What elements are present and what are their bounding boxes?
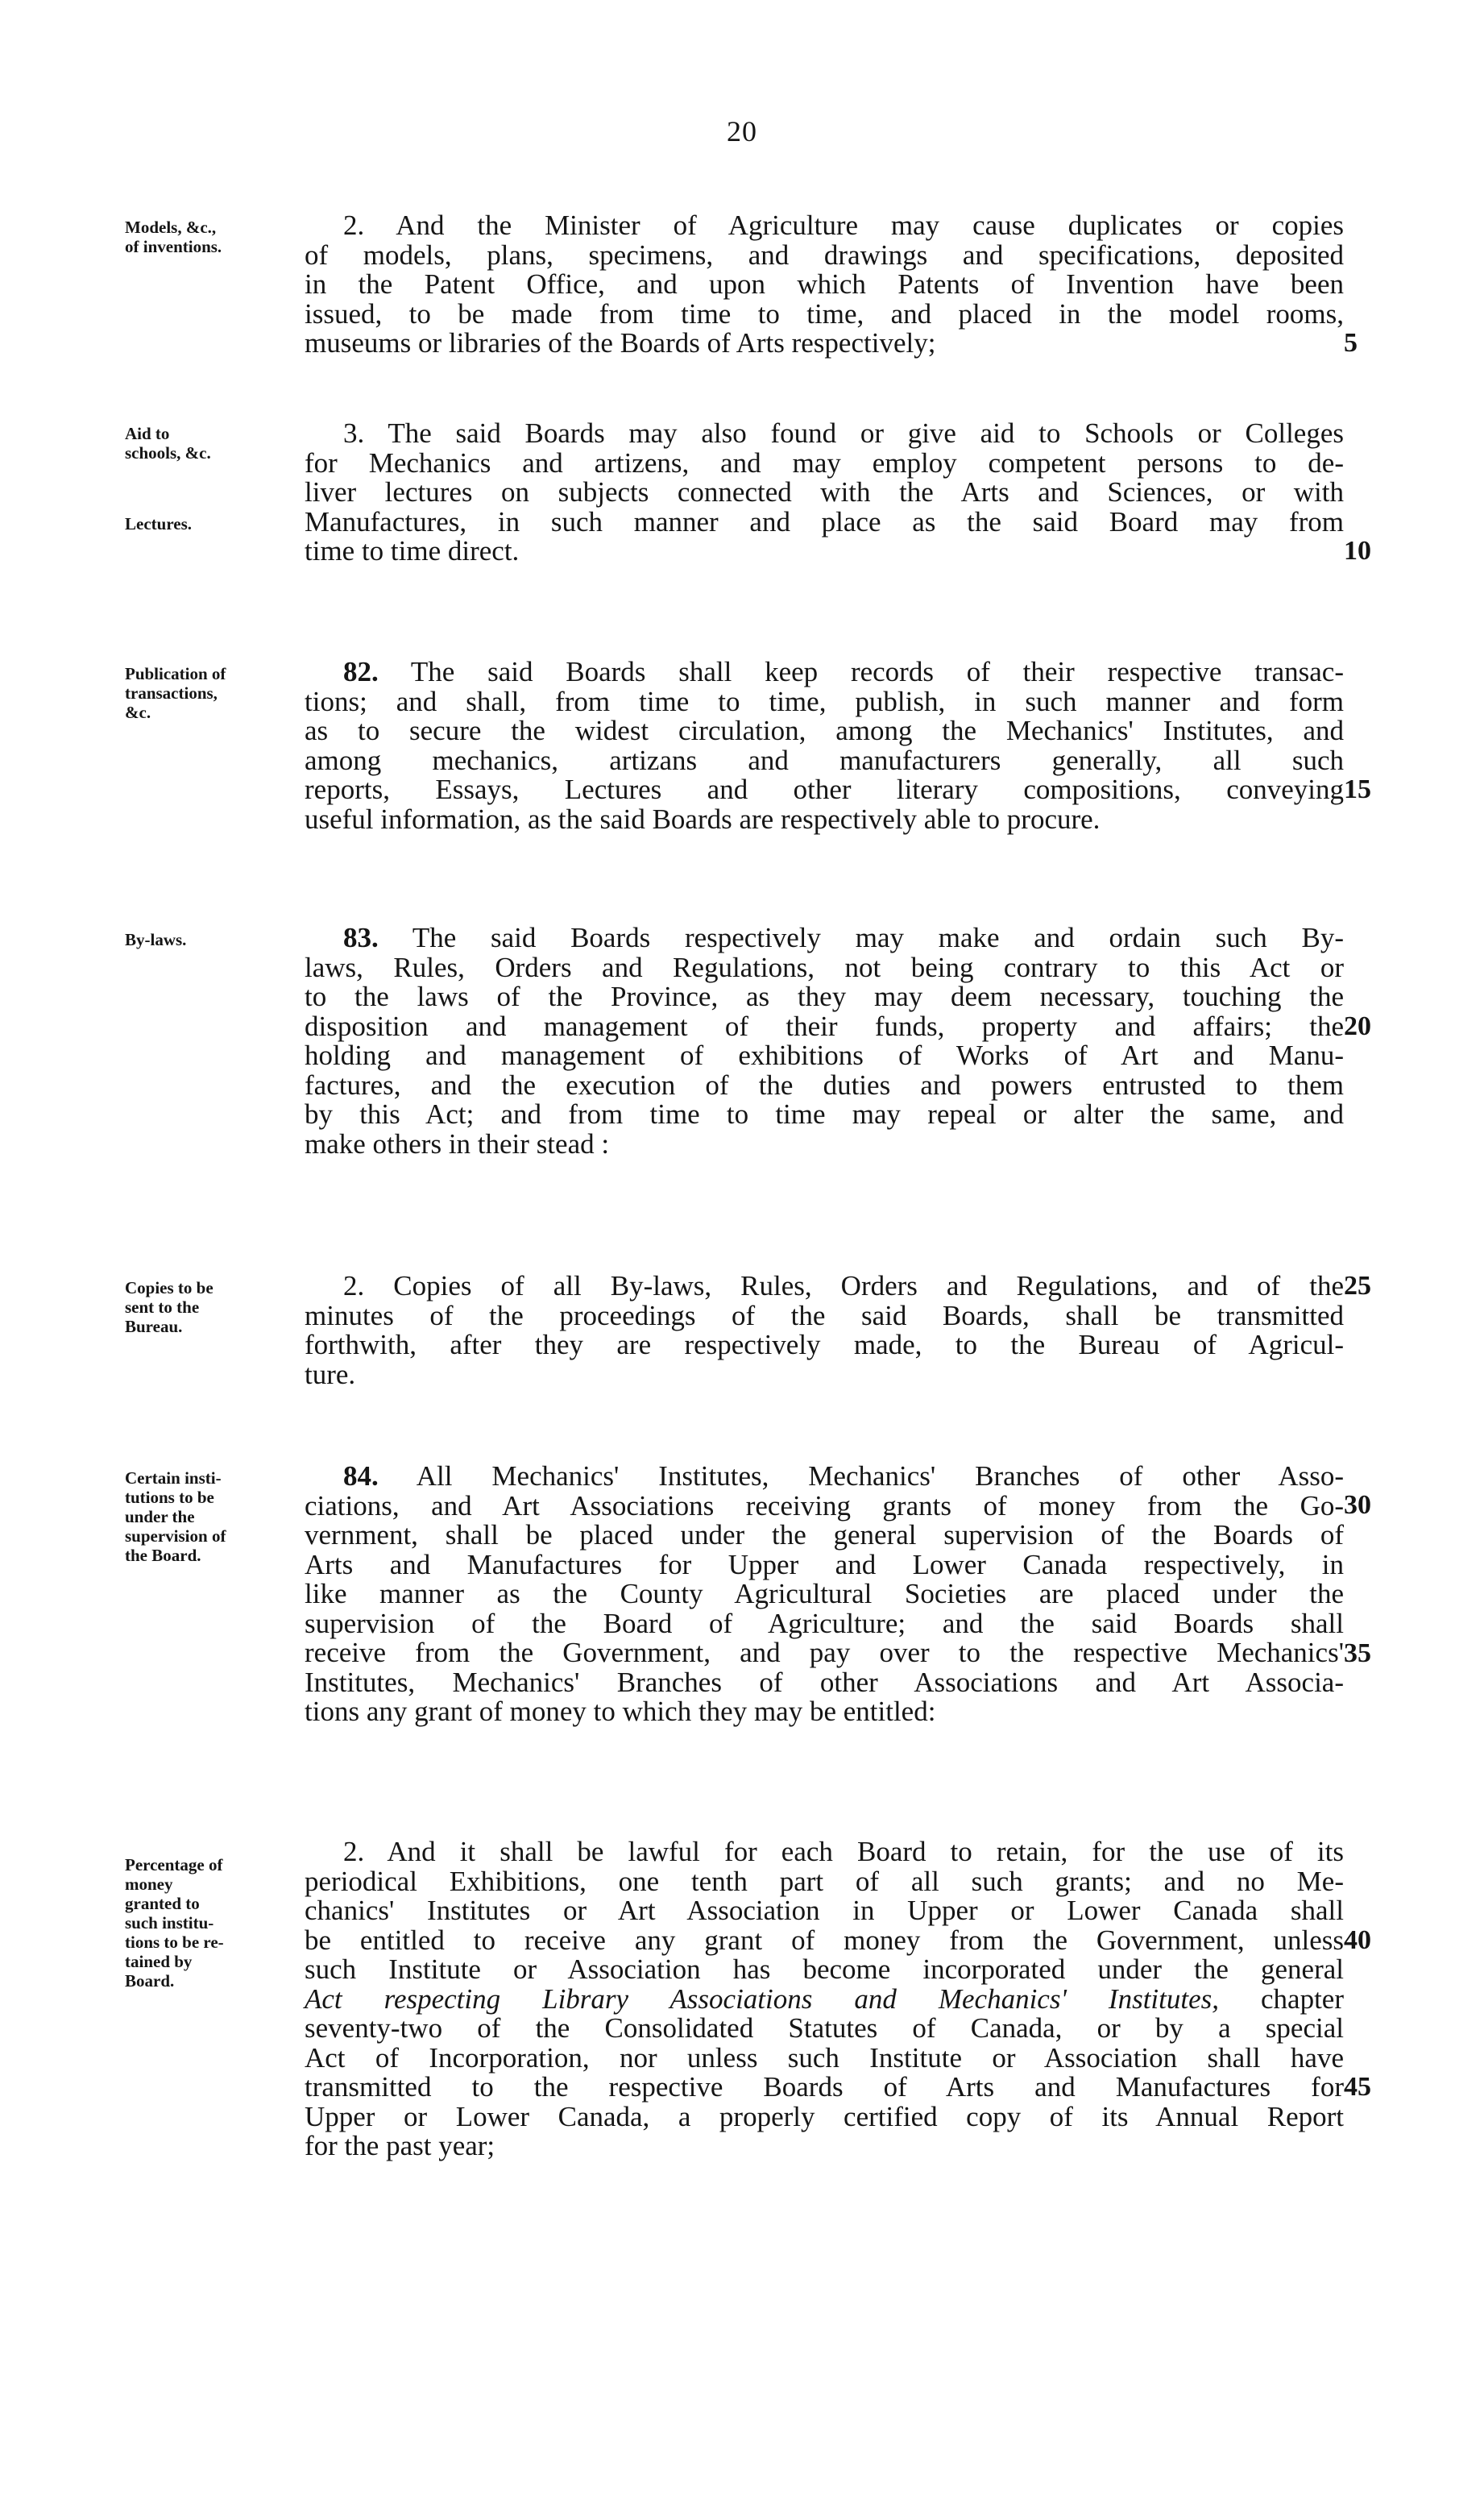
text-line: as to secure the widest circulation, among the Mechanics' Institutes, and — [305, 715, 1344, 746]
margin-note-line: money — [125, 1874, 173, 1894]
text-line: Arts and Manufactures for Upper and Lower Canada respectively, in — [305, 1548, 1344, 1580]
margin-note-line: Aid to — [125, 424, 170, 443]
margin-note-line: Models, &c., — [125, 218, 217, 237]
text-line: 2. And the Minister of Agriculture may cause duplicates or copies — [343, 210, 1344, 241]
margin-note-line: under the — [125, 1507, 195, 1526]
text-line: periodical Exhibitions, one tenth part of all such grants; and no Me- — [305, 1865, 1344, 1897]
margin-note-line: tutions to be — [125, 1488, 214, 1507]
text-line: laws, Rules, Orders and Regulations, not being contrary to this Act or — [305, 951, 1344, 983]
text-line: supervision of the Board of Agriculture; and the said Boards shall — [305, 1607, 1344, 1639]
text-line: minutes of the proceedings of the said Boards, shall be transmitted — [305, 1299, 1344, 1331]
text-line: seventy-two of the Consolidated Statutes of Canada, or by a special — [305, 2012, 1344, 2044]
text-line: Act of Incorporation, nor unless such Institute or Association shall have — [305, 2041, 1344, 2074]
line-number: 25 — [1344, 1271, 1371, 1301]
text-line: Manufactures, in such manner and place as the said Board may from — [305, 505, 1344, 538]
text-line: among mechanics, artizans and manufacturers generally, all such — [305, 744, 1344, 776]
text-line: liver lectures on subjects connected with the Arts and Sciences, or with — [305, 476, 1344, 508]
line-number: 10 — [1344, 536, 1371, 566]
text-line: reports, Essays, Lectures and other literary compositions, conveying — [305, 774, 1344, 805]
text-line: ciations, and Art Associations receiving grants of money from the Go- — [305, 1489, 1344, 1522]
margin-note-models — [125, 218, 306, 256]
text-line: be entitled to receive any grant of money from the Government, unless — [305, 1924, 1344, 1956]
margin-note-line: granted to — [125, 1894, 200, 1913]
text-line: issued, to be made from time to time, and placed in the model rooms, — [305, 297, 1344, 330]
margin-note-line: Bureau. — [125, 1317, 183, 1336]
margin-note-aid-schools — [125, 424, 306, 463]
paragraph-by-laws — [305, 924, 1344, 1159]
paragraph-percentage — [305, 1837, 1344, 2161]
text-line: like manner as the County Agricultural Societies are placed under the — [305, 1578, 1344, 1609]
text-line: disposition and management of their funds, property and affairs; the — [305, 1010, 1344, 1042]
text-line: useful information, as the said Boards are respectively able to procure. — [305, 803, 1101, 835]
line-number: 20 — [1344, 1011, 1371, 1041]
section-number: 82. — [343, 656, 379, 687]
paragraph-publication — [305, 658, 1344, 834]
text-line: for Mechanics and artizens, and may employ competent persons to de- — [305, 446, 1344, 479]
text-line: by this Act; and from time to time may repeal or alter the same, and — [305, 1098, 1344, 1130]
margin-note-line: Certain insti- — [125, 1468, 222, 1488]
margin-note-line: Copies to be — [125, 1278, 213, 1297]
margin-note-line: schools, &c. — [125, 443, 211, 463]
margin-note-line: such institu- — [125, 1913, 214, 1933]
margin-note-line: of inventions. — [125, 237, 222, 256]
margin-note-by-laws — [125, 930, 306, 949]
margin-note-copies — [125, 1278, 306, 1336]
margin-note-line: transactions, — [125, 683, 218, 703]
text-line — [305, 924, 1344, 953]
line-number: 45 — [1344, 2072, 1371, 2102]
act-title: Act respecting Library Associations and Mechanics' Institutes, — [305, 1982, 1220, 2015]
text-line: of models, plans, specimens, and drawings and specifications, deposited — [305, 239, 1344, 271]
text-line — [305, 1982, 1344, 2015]
text-line: ture. — [305, 1358, 356, 1390]
text-line: in the Patent Office, and upon which Patents of Invention have been — [305, 268, 1344, 300]
text-span: All Mechanics' Institutes, Mechanics' Branches of other Asso- — [378, 1460, 1344, 1492]
margin-note-institutions — [125, 1468, 306, 1565]
margin-note-line: Publication of — [125, 664, 226, 683]
text-line: holding and management of exhibitions of Works of Art and Manu- — [305, 1040, 1344, 1071]
text-line: for the past year; — [305, 2130, 495, 2161]
text-line: 2. And it shall be lawful for each Board to retain, for the use of its — [343, 1836, 1344, 1867]
text-line: transmitted to the respective Boards of Arts and Manufactures for — [305, 2071, 1344, 2103]
margin-note-line: Board. — [125, 1971, 175, 1991]
text-line: tions; and shall, from time to time, publish, in such manner and form — [305, 685, 1344, 717]
margin-note-line: supervision of — [125, 1526, 226, 1546]
margin-note-publication — [125, 664, 306, 722]
text-line: tions any grant of money to which they may be entitled: — [305, 1696, 936, 1727]
margin-note-line: the Board. — [125, 1546, 201, 1565]
line-number: 5 — [1344, 328, 1358, 358]
section-number: 83. — [343, 922, 379, 953]
margin-note-line: Lectures. — [125, 514, 193, 533]
text-span: The said Boards shall keep records of their respective transac- — [378, 656, 1344, 687]
text-line: 2. Copies of all By-laws, Rules, Orders and Regulations, and of the — [343, 1270, 1344, 1302]
text-line: chanics' Institutes or Art Association in Upper or Lower Canada shall — [305, 1895, 1344, 1926]
line-number: 40 — [1344, 1925, 1371, 1955]
text-line: to the laws of the Province, as they may deem necessary, touching the — [305, 981, 1344, 1012]
page-number: 20 — [727, 115, 757, 147]
text-line: museums or libraries of the Boards of Arts respectively; — [305, 327, 936, 359]
paragraph-aid-schools — [305, 419, 1344, 567]
margin-note-line: &c. — [125, 703, 151, 722]
text-line: time to time direct. — [305, 535, 520, 567]
text-line: forthwith, after they are respectively made, to the Bureau of Agricul- — [305, 1329, 1344, 1360]
text-line: Upper or Lower Canada, a properly certified copy of its Annual Report — [305, 2100, 1344, 2132]
margin-note-line: sent to the — [125, 1297, 200, 1317]
text-line: such Institute or Association has become incorporated under the general — [305, 1953, 1344, 1985]
text-line: make others in their stead : — [305, 1127, 610, 1160]
line-number: 35 — [1344, 1638, 1371, 1668]
text-line: factures, and the execution of the duties and powers entrusted to them — [305, 1069, 1344, 1101]
text-line: receive from the Government, and pay over to the respective Mechanics' — [305, 1637, 1344, 1668]
text-span: chapter — [1219, 1982, 1344, 2015]
text-line: Institutes, Mechanics' Branches of other Associations and Art Associa- — [305, 1666, 1344, 1698]
margin-note-percentage — [125, 1855, 306, 1991]
section-number: 84. — [343, 1460, 379, 1492]
paragraph-copies — [305, 1272, 1344, 1389]
margin-note-line: Percentage of — [125, 1855, 223, 1874]
text-line: 3. The said Boards may also found or give aid to Schools or Colleges — [343, 417, 1344, 449]
margin-note-line: By-laws. — [125, 930, 187, 949]
margin-note-lectures — [125, 514, 306, 533]
margin-note-line: tained by — [125, 1952, 193, 1971]
paragraph-models — [305, 211, 1344, 359]
margin-note-line: tions to be re- — [125, 1933, 224, 1952]
line-number: 30 — [1344, 1490, 1371, 1520]
text-span: The said Boards respectively may make and ordain such By- — [378, 922, 1344, 953]
line-number: 15 — [1344, 774, 1371, 804]
text-line: vernment, shall be placed under the general supervision of the Boards of — [305, 1519, 1344, 1551]
text-line — [305, 1462, 1344, 1492]
paragraph-institutions — [305, 1462, 1344, 1727]
text-line — [305, 658, 1344, 687]
